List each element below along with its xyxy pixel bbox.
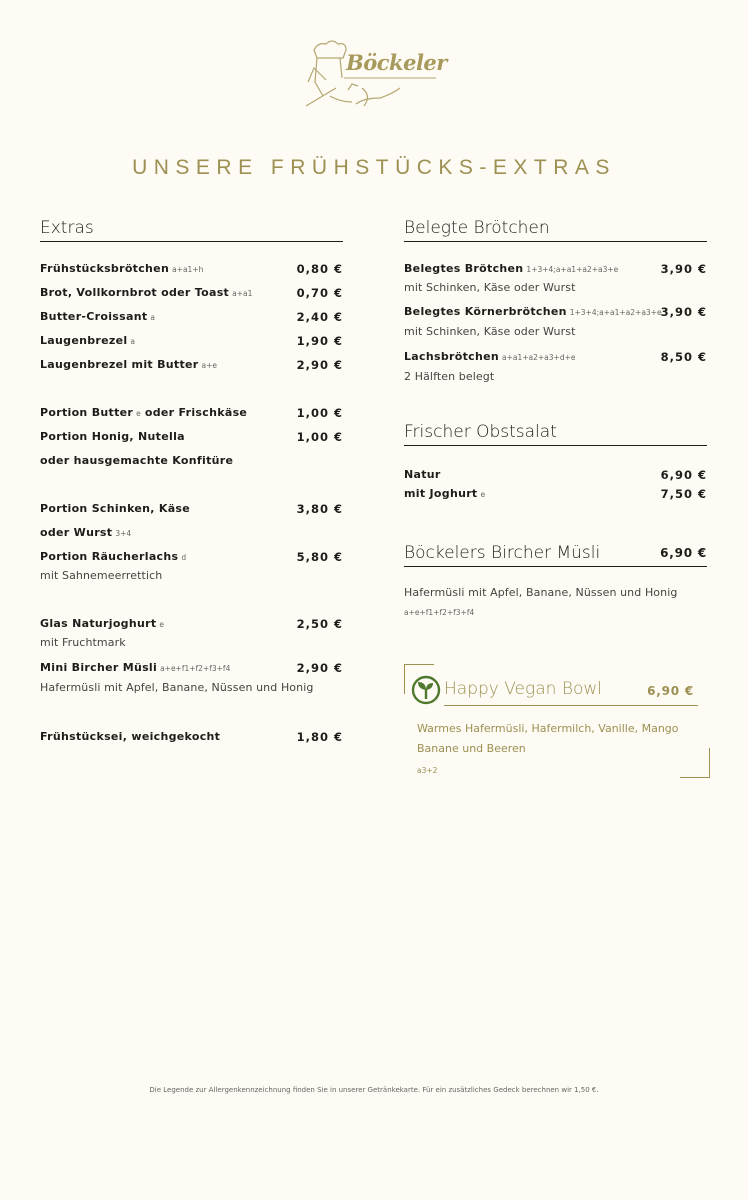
menu-item xyxy=(40,526,343,544)
item-price: 7,50 € xyxy=(660,487,707,501)
allergen-codes: a+e+f1+f2+f3+f4 xyxy=(160,664,231,673)
menu-item xyxy=(40,406,343,424)
item-description: mit Schinken, Käse oder Wurst xyxy=(404,281,576,294)
menu-item xyxy=(404,468,707,486)
allergen-codes: a+a1+a2+a3+d+e xyxy=(502,353,576,362)
chef-logo-icon xyxy=(300,36,450,116)
item-price: 0,70 € xyxy=(296,286,343,300)
item-name: oder Wurst 3+4 xyxy=(40,526,132,539)
menu-item xyxy=(404,305,707,323)
item-name: Lachsbrötchen a+a1+a2+a3+d+e xyxy=(404,350,576,363)
item-name: Mini Bircher Müsli a+e+f1+f2+f3+f4 xyxy=(40,661,231,674)
item-name: Portion Butter e oder Frischkäse xyxy=(40,406,248,419)
item-name: Brot, Vollkornbrot oder Toast a+a1 xyxy=(40,286,253,299)
menu-item xyxy=(40,310,343,328)
allergen-codes: 3+4 xyxy=(115,529,132,538)
item-name: Glas Naturjoghurt e xyxy=(40,617,165,630)
item-price: 1,90 € xyxy=(296,334,343,348)
vegan-bowl-box xyxy=(404,664,710,778)
menu-item xyxy=(40,358,343,376)
frame-corner-bottom-right xyxy=(680,748,710,778)
menu-item xyxy=(40,430,343,448)
item-price: 8,50 € xyxy=(660,350,707,364)
brand-logo xyxy=(300,36,450,116)
menu-item xyxy=(40,617,343,635)
allergen-footnote: Die Legende zur Allergenkennzeichnung finden Sie in unserer Getränkekarte. Für ein zusätzliches Gedeck berechnen wir 1,50 €. xyxy=(149,1086,599,1094)
muesli-heading-text: Böckelers Bircher Müsli xyxy=(404,543,601,563)
item-name: Butter-Croissant a xyxy=(40,310,156,323)
menu-item xyxy=(404,487,707,505)
allergen-codes: d xyxy=(181,553,187,562)
item-name: Portion Honig, Nutella xyxy=(40,430,185,443)
item-name: mit Joghurt e xyxy=(404,487,486,500)
menu-item xyxy=(40,454,343,472)
vegan-divider xyxy=(444,705,698,706)
item-price: 2,90 € xyxy=(296,661,343,675)
menu-item xyxy=(40,502,343,520)
item-price: 3,80 € xyxy=(296,502,343,516)
menu-item xyxy=(40,730,343,748)
allergen-codes: e xyxy=(480,490,486,499)
item-price: 2,90 € xyxy=(296,358,343,372)
item-description: mit Fruchtmark xyxy=(40,636,126,649)
logo-text: Böckeler xyxy=(346,50,447,75)
item-name: Belegtes Brötchen 1+3+4;a+a1+a2+a3+e xyxy=(404,262,619,275)
item-description: 2 Hälften belegt xyxy=(404,370,495,383)
item-price: 2,40 € xyxy=(296,310,343,324)
item-price: 6,90 € xyxy=(660,468,707,482)
menu-item xyxy=(404,350,707,368)
item-name: Frühstücksei, weichgekocht xyxy=(40,730,221,743)
vegan-description-line2: Banane und Beeren xyxy=(417,742,526,755)
item-price: 1,00 € xyxy=(296,430,343,444)
item-name: Laugenbrezel a xyxy=(40,334,136,347)
item-description: mit Schinken, Käse oder Wurst xyxy=(404,325,576,338)
vegan-price: 6,90 € xyxy=(647,684,694,698)
vegan-description-line1: Warmes Hafermüsli, Hafermilch, Vanille, Mango xyxy=(417,722,679,735)
item-name: Portion Räucherlachs d xyxy=(40,550,187,563)
item-price: 5,80 € xyxy=(296,550,343,564)
vegan-title: Happy Vegan Bowl xyxy=(444,679,602,699)
muesli-heading xyxy=(404,543,707,567)
muesli-description: Hafermüsli mit Apfel, Banane, Nüssen und Honig xyxy=(404,586,678,599)
allergen-codes: 1+3+4;a+a1+a2+a3+e xyxy=(569,308,662,317)
allergen-codes: e xyxy=(159,620,165,629)
allergen-codes: a+a1+h xyxy=(172,265,204,274)
allergen-codes: 1+3+4;a+a1+a2+a3+e xyxy=(526,265,619,274)
menu-item xyxy=(40,262,343,280)
item-name: Laugenbrezel mit Butter a+e xyxy=(40,358,217,371)
muesli-price: 6,90 € xyxy=(660,546,707,560)
allergen-codes: a+e xyxy=(201,361,217,370)
menu-item xyxy=(404,262,707,280)
allergen-codes: a+a1 xyxy=(232,289,253,298)
item-description: mit Sahnemeerrettich xyxy=(40,569,163,582)
menu-item xyxy=(40,550,343,568)
item-description: Hafermüsli mit Apfel, Banane, Nüssen und Honig xyxy=(40,681,314,694)
item-price: 2,50 € xyxy=(296,617,343,631)
allergen-codes: a3+2 xyxy=(417,766,438,775)
obstsalat-heading xyxy=(404,422,707,446)
item-name: Portion Schinken, Käse xyxy=(40,502,191,515)
vegan-leaf-icon xyxy=(411,675,441,705)
extras-heading-text: Extras xyxy=(40,218,94,238)
item-price: 1,80 € xyxy=(296,730,343,744)
menu-item xyxy=(40,286,343,304)
broetchen-heading xyxy=(404,218,707,242)
page-title: UNSERE FRÜHSTÜCKS-EXTRAS xyxy=(132,156,616,179)
menu-item xyxy=(40,661,343,679)
menu-item xyxy=(40,334,343,352)
item-price: 3,90 € xyxy=(660,262,707,276)
allergen-codes: a xyxy=(150,313,156,322)
item-price: 0,80 € xyxy=(296,262,343,276)
item-price: 3,90 € xyxy=(660,305,707,319)
extras-heading xyxy=(40,218,343,242)
item-name: Natur xyxy=(404,468,441,481)
item-name: Frühstücksbrötchen a+a1+h xyxy=(40,262,204,275)
item-name: Belegtes Körnerbrötchen 1+3+4;a+a1+a2+a3+e xyxy=(404,305,662,318)
allergen-codes: a xyxy=(130,337,136,346)
item-name: oder hausgemachte Konfitüre xyxy=(40,454,234,467)
broetchen-heading-text: Belegte Brötchen xyxy=(404,218,550,238)
allergen-codes: e xyxy=(136,409,141,418)
obstsalat-heading-text: Frischer Obstsalat xyxy=(404,422,557,442)
allergen-codes: a+e+f1+f2+f3+f4 xyxy=(404,608,475,617)
item-price: 1,00 € xyxy=(296,406,343,420)
